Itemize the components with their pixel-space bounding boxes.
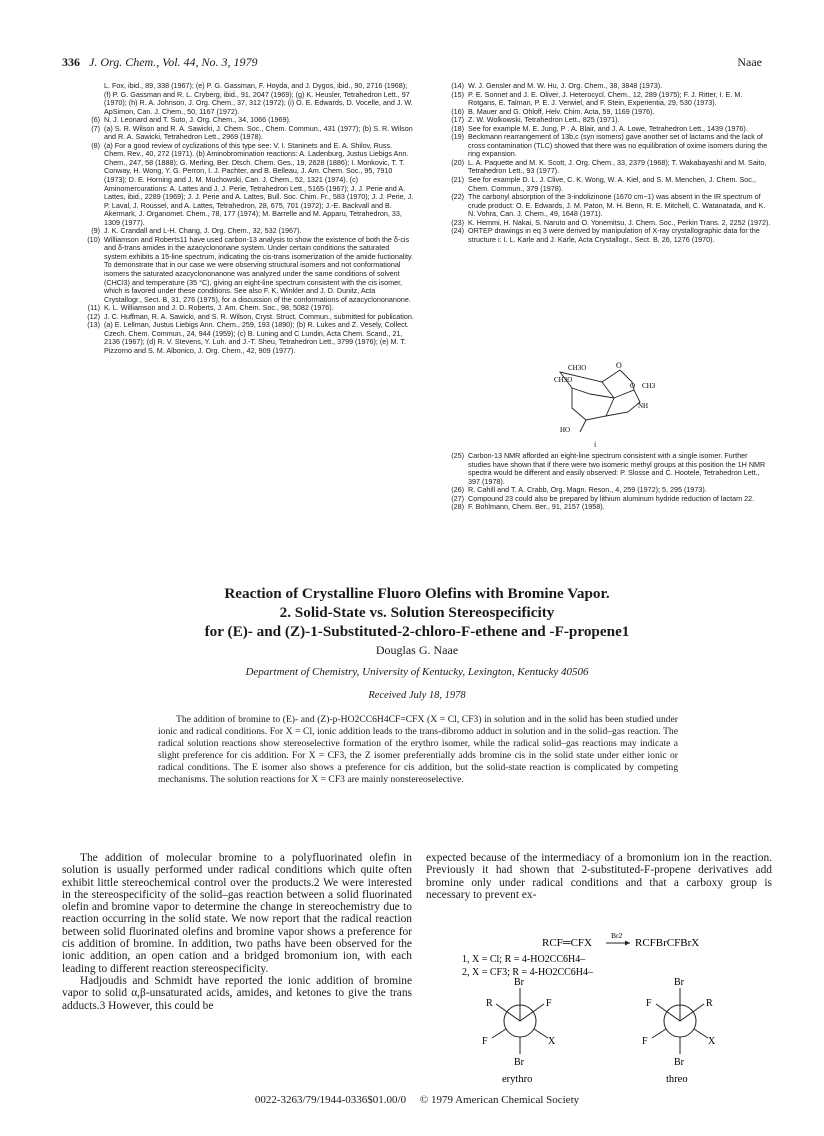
reaction-reagent: Br2: [611, 931, 623, 940]
journal-citation: J. Org. Chem., Vol. 44, No. 3, 1979: [89, 55, 258, 69]
reaction-scheme: [430, 926, 770, 1096]
reference-text: (a) For a good review of cyclizations of this type see: V. I. Staninets and E. A. Shilov, Russ. Chem. Rev., 40, 272 (1971). (b) Aminobromination reactions: A. Ladenburg, Justus Liebigs Ann. Chem., 247, 58 (1888); G. Merling, Ber. Dtsch. Chem. Ges., 19, 2628 (1886); I. Monkovic, T. T. Conway, H. Wong, Y. G. Perron, I. J. Pachter, and B. Belleau, J. Am. Chem. Soc., 95, 7910 (1973); D. E. Horning and J. M. Muchowski, Can. J. Chem., 52, 1321 (1974). (c) Aminomercurations: A. Lattes and J. J. Perie, Tetrahedron Lett., 5165 (1967); J. J. Perie and A. Lattes, ibid., 2289 (1969); J. J. Perie and A. Lattes, Bull. Soc. Chim. Fr., 583 (1970); J. J. Perie, J. P. Laval, J. Roussel, and A. Lattes, Tetrahedron, 28, 675, 701 (1972); J.-E. Backvall and B. Akermark, J. Organomet. Chem., 78, 177 (1974); M. Barrelle and M. Apparu, Tetrahedron, 33, 1309 (1977).: [104, 140, 414, 227]
svg-text:R: R: [706, 998, 713, 1009]
reference-number: (26): [451, 485, 464, 495]
reference-item: [426, 176, 772, 193]
reference-number: (27): [451, 493, 464, 503]
reference-number: (9): [91, 226, 100, 236]
body-paragraph: expected because of the intermediacy of a bromonium ion in the reaction. Previously it had shown that 2-substituted-F-propene derivatives add bromine only under radical conditions and that a carboxy group is necessary to prevent ex-: [426, 852, 772, 901]
copyright-notice: © 1979 American Chemical Society: [419, 1094, 580, 1106]
article-title: [62, 584, 772, 641]
reference-text: J. K. Crandall and L-H. Chang, J. Org. Chem., 32, 532 (1967).: [104, 226, 302, 236]
reaction-product: RCFBrCFBrX: [635, 937, 700, 949]
structure-i-caption: i: [594, 440, 597, 449]
reference-item: [62, 142, 414, 227]
erythro-label: erythro: [502, 1074, 533, 1085]
reference-text: L. A. Paquette and M. K. Scott, J. Org. Chem., 33, 2379 (1968); T. Wakabayashi and M. Saito, Tetrahedron Lett., 93 (1977).: [468, 157, 767, 176]
reference-number: (17): [451, 115, 464, 125]
article-code: 0022-3263/79/1944-0336$01.00/0: [254, 1094, 407, 1106]
struct-label-ch3: CH3: [642, 382, 656, 390]
struct-label-o-top: O: [616, 361, 622, 370]
page-footer: [62, 1094, 772, 1106]
reference-text: See for example M. E. Jung, P . A. Blair, and J. A. Lowe, Tetrahedron Lett., 1439 (1976).: [468, 123, 748, 133]
reference-text: P. E. Sonnet and J. E. Oliver, J. Heterocycl. Chem., 12, 289 (1975); F. J. Ritter, I. E. M. Rotgans, E. Talman, P. E. J. Verwiel, and F. Stein, Experientia, 29, 530 (1973).: [468, 89, 743, 108]
running-author: Naae: [737, 55, 762, 69]
svg-text:R: R: [486, 998, 493, 1009]
reaction-reactant: RCF═CFX: [542, 937, 592, 949]
reference-text: F. Bohlmann, Chem. Ber., 91, 2157 (1958).: [468, 502, 605, 512]
reference-text: W. J. Gensler and M. W. Hu, J. Org. Chem., 38, 3848 (1973).: [468, 81, 663, 90]
reference-text: J. C. Huffman, R. A. Sawicki, and S. R. Wilson, Cryst. Struct. Commun., submitted for publication.: [104, 311, 414, 321]
body-column-left: [62, 852, 412, 1012]
references-column-left: [62, 82, 414, 356]
received-date: Received July 18, 1978: [368, 690, 466, 701]
struct-label-ho: HO: [560, 426, 571, 434]
title-line-1: Reaction of Crystalline Fluoro Olefins with Bromine Vapor.: [224, 585, 610, 602]
reference-item: [62, 125, 414, 142]
compound-2-definition: 2, X = CF3; R = 4-HO2CC6H4–: [462, 967, 594, 978]
reference-number: (19): [451, 132, 464, 142]
reference-item: [426, 452, 772, 486]
body-paragraph: The addition of molecular bromine to a polyfluorinated olefin in solution is usually performed under radical conditions which quite often exhibit little stereochemical control over the products.2 We were interested in the stereospecificity of the solid–gas reaction between a solid fluorinated olefin and bromine vapor to determine the change in stereochemistry due to reaction occurring in the solid state. We now report that the radical reaction between solid fluorinated olefins and bromine vapor shows a preference for cis addition of bromine. In addition, two paths have been observed for the ionic addition, an open cation and a bridged bromonium ion, with each leading to different reaction stereospecificity.: [62, 852, 412, 975]
reference-number: (10): [87, 234, 100, 244]
svg-text:F: F: [546, 998, 552, 1009]
title-line-3: for (E)- and (Z)-1-Substituted-2-chloro-F-ethene and -F-propene1: [204, 623, 630, 640]
reference-number: (22): [451, 192, 464, 202]
svg-text:X: X: [548, 1036, 556, 1047]
header-left: [62, 55, 258, 70]
reference-item: [426, 91, 772, 108]
reaction-arrowhead: [625, 941, 630, 946]
reference-text: The carbonyl absorption of the 3-indolizinone (1670 cm−1) was absent in the IR spectrum of crude product: O. E. Edwards, J. M. Paton, M. H. Benn, R. E. Mitchell, C. Watanatada, and K. N. Vohra, Can. J. Chem., 49, 1648 (1971).: [468, 192, 766, 219]
reference-number: (13): [87, 320, 100, 330]
reference-item: [426, 159, 772, 176]
reference-number: (18): [451, 123, 464, 133]
reference-text: (a) S. R. Wilson and R. A. Sawicki, J. Chem. Soc., Chem. Commun., 431 (1977); (b) S. R. Wilson and R. A. Sawicki, Tetrahedron Lett., 2969 (1978).: [104, 123, 413, 142]
svg-text:Br: Br: [514, 977, 524, 988]
body-column-right: [426, 852, 772, 901]
reference-number: (23): [451, 217, 464, 227]
reference-number: (21): [451, 175, 464, 185]
threo-newman-projection: [642, 977, 716, 1085]
svg-text:F: F: [642, 1036, 648, 1047]
references-column-right-lower: [426, 452, 772, 512]
reference-text: Carbon-13 NMR afforded an eight-line spectrum consistent with a single isomer. Further studies have shown that if there were two isomeric methyl groups at this position the 1H NMR spectra would be different and easily observed: P. Slosse and C. Hootele, Tetrahedron Lett., 397 (1978).: [468, 451, 766, 486]
reference-item: [426, 503, 772, 512]
reference-text: (a) E. Lellman, Justus Liebigs Ann. Chem., 259, 193 (1890); (b) R. Lukes and Z. Vesely, Collect. Czech. Chem. Commun., 24, 944 (1959); (c) B. Luning and C Lundin, Acta Chem. Scand., 21, 2136 (1967); (d) R. V. Stevens, Y. Luh. and J.-T. Sheu, Tetrahedron Lett., 3799 (1976); (e) M. T. Pizzorno and S. M. Albonico, J. Org. Chem., 42, 909 (1977).: [104, 320, 409, 355]
reference-text: L. Fox, ibid., 89, 338 (1967); (e) P. G. Gassman, F. Hoyda, and J. Dygos, ibid., 90, 2716 (1968); (f) P. G. Gassman and R. L. Cryberg, ibid., 91, 2047 (1969); (g) K. Heusler, Tetrahedron Lett., 97 (1970); (h) R. A. Johnson, J. Org. Chem., 37, 312 (1972); (i) O. E. Edwards, D. Vocelle, and J. W. ApSimon, Can. J. Chem., 50, 1167 (1972).: [104, 81, 413, 116]
svg-text:Br: Br: [514, 1057, 524, 1068]
reference-number: (28): [451, 502, 464, 512]
struct-label-ch3o-2: CH3O: [554, 376, 573, 384]
reference-text: Z. W. Wolkowski, Tetrahedron Lett., 825 (1971).: [468, 115, 620, 125]
reference-number: (16): [451, 106, 464, 116]
reference-number: (14): [451, 81, 464, 90]
author-name: Douglas G. Naae: [375, 643, 459, 657]
reference-text: Compound 23 could also be prepared by lithium aluminum hydride reduction of lactam 22.: [468, 493, 755, 503]
references-column-right: [426, 82, 772, 244]
reference-number: (6): [91, 115, 100, 125]
reference-item: [426, 133, 772, 159]
reference-text: R. Cahill and T. A. Crabb, Org. Magn. Reson., 4, 259 (1972); 5, 295 (1973).: [468, 485, 707, 495]
reference-text: B. Mauer and G. Ohloff, Helv. Chim. Acta, 59, 1169 (1976).: [468, 106, 655, 116]
reference-number: (20): [451, 157, 464, 167]
reference-number: (12): [87, 311, 100, 321]
svg-text:X: X: [708, 1036, 716, 1047]
title-line-2: 2. Solid-State vs. Solution Stereospecificity: [279, 604, 555, 621]
reference-text: N. J. Leonard and T. Suto, J. Org. Chem., 34, 1066 (1969).: [104, 115, 291, 125]
struct-label-nh: NH: [638, 402, 649, 410]
struct-label-ch3o-1: CH3O: [568, 364, 587, 372]
reference-text: Beckmann rearrangement of 13b,c (syn isomers) gave another set of lactams and the lack of cross contamination (TLC) showed that there was no equilibration of oxime isomers during the ring expansion.: [468, 132, 768, 159]
reference-item: [426, 193, 772, 219]
reference-text: Williamson and Roberts11 have used carbon-13 analysis to show the existence of both the δ-cis and δ-trans amides in the azacyclononane system. Under certain conditions the saturated system exhibits a 15-line spectrum, indicating the cis-trans isomerization of the amide fuctionality. To demonstrate that in our case we were observing structural isomers and not conformational isomers the saturated azacyclononanone was analyzed under the same conditions of solvent (CHCl3) and temperature (35 °C), giving an eight-line spectrum consistent with the cis isomer, which is favored under these conditions. See also F. K. Winkler and J. D. Dunitz, Acta Crystallogr., Sect. B, 31, 276 (1975), for a discussion of the conformations of azacyclononanone.: [104, 234, 414, 304]
erythro-newman-projection: [482, 977, 556, 1085]
reference-number: (15): [451, 89, 464, 99]
reference-text: K. L. Williamson and J. D. Roberts, J. Am. Chem. Soc., 98, 5082 (1976).: [104, 303, 334, 313]
reference-item: [426, 227, 772, 244]
page-header: [62, 55, 762, 71]
reference-number: (25): [451, 451, 464, 460]
struct-label-o-ring: O: [630, 382, 636, 390]
reference-item: [62, 236, 414, 304]
author-affiliation: Department of Chemistry, University of Kentucky, Lexington, Kentucky 40506: [245, 666, 589, 678]
reference-item: [62, 321, 414, 355]
reference-text: K. Hemmi, H. Nakai, S. Naruto and O. Yonemitsu, J. Chem. Soc., Perkin Trans. 2, 2252 (1972).: [468, 217, 771, 227]
reference-text: ORTEP drawings in eq 3 were derived by manipulation of X-ray crystallographic data for the structure i: I. L. Karle and J. Karle, Acta Crystallogr., Sect. B, 26, 1276 (1970).: [468, 226, 760, 244]
reference-number: (7): [91, 123, 100, 133]
svg-text:F: F: [646, 998, 652, 1009]
body-paragraph: Hadjoudis and Schmidt have reported the ionic addition of bromine vapor to solid α,β-unsaturated acids, amides, and ketones to give the trans adducts.3 However, this could be: [62, 974, 412, 1012]
reference-number: (8): [91, 140, 100, 150]
svg-text:F: F: [482, 1036, 488, 1047]
svg-text:Br: Br: [674, 1057, 684, 1068]
page-number: 336: [62, 55, 80, 69]
structure-i-diagram: [530, 360, 680, 438]
reference-number: (11): [87, 303, 100, 313]
reference-item: [62, 82, 414, 116]
abstract: The addition of bromine to (E)- and (Z)-p-HO2CC6H4CF=CFX (X = Cl, CF3) in solution and in the solid has been studied under ionic and radical conditions. For X = Cl, ionic addition leads to the trans-dibromo adduct in solution and in the solid–gas reaction. The radical solution reactions show stereoselective formation of the erythro isomer, while the radical solid–gas reactions may indicate a slight preference for cis addition. For X = CF3, the Z isomer preferentially adds bromine cis in the solid state under either ionic or radical conditions. The E isomer also shows a preference for cis addition, but the solid-state reaction is complicated by competing mechanisms. The solution reactions for X = CF3 are mainly nonstereoselective.: [158, 714, 678, 785]
threo-label: threo: [666, 1074, 688, 1085]
reference-number: (24): [451, 226, 464, 236]
reference-text: See for example D. L. J. Clive, C. K. Wong, W. A. Kiel, and S. M. Menchen, J. Chem. Soc., Chem. Commun., 379 (1978).: [468, 175, 756, 193]
svg-text:Br: Br: [674, 977, 684, 988]
compound-1-definition: 1, X = Cl; R = 4-HO2CC6H4–: [462, 954, 586, 965]
